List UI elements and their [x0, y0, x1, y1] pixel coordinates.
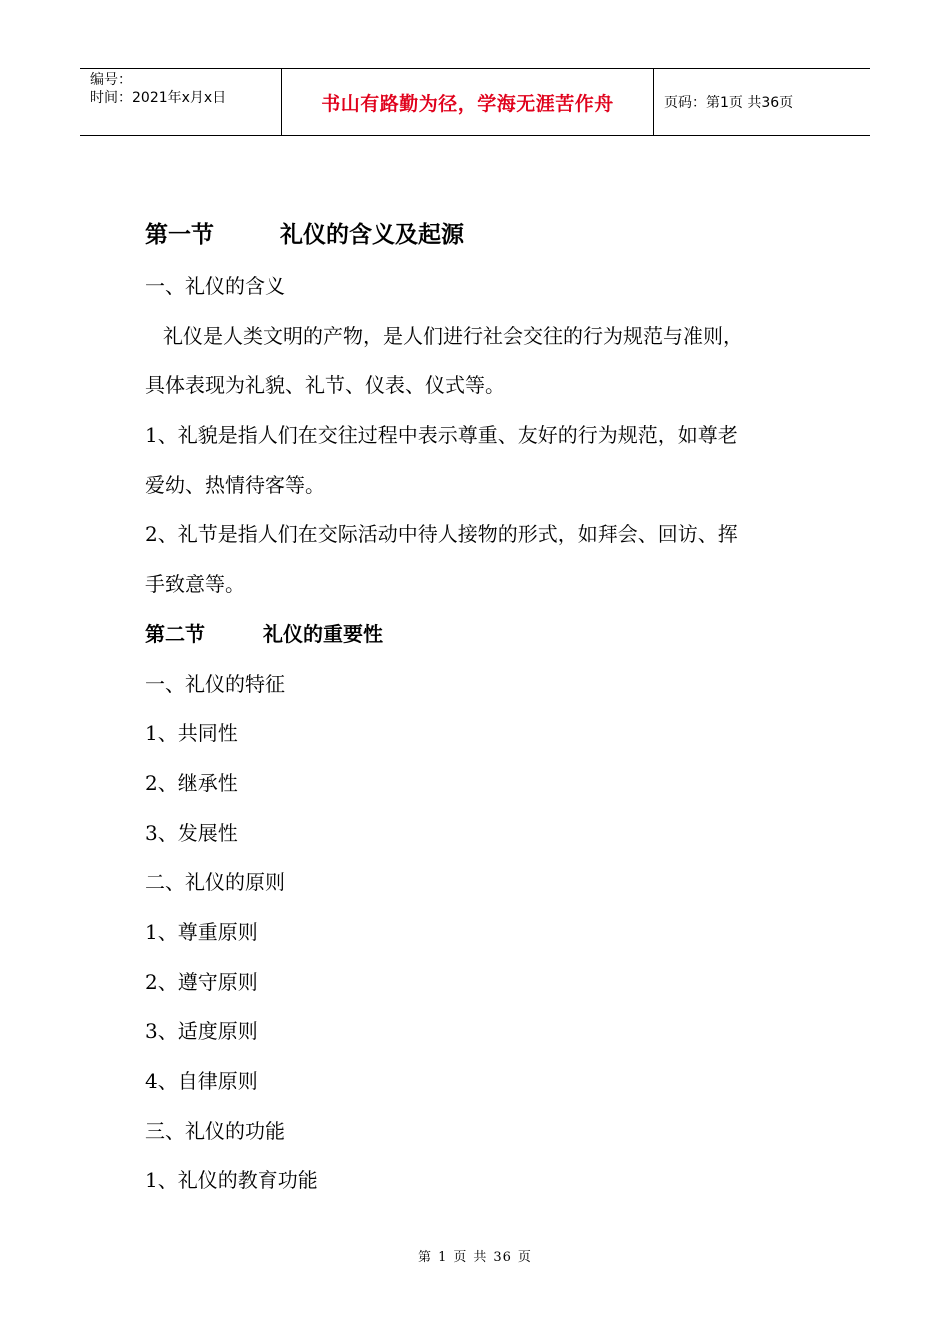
footer-first-word: 第 [418, 1250, 433, 1265]
footer-total-pages: 36 [493, 1250, 512, 1265]
subheading: 一、礼仪的含义 [145, 274, 285, 298]
footer-page-word: 页 [453, 1250, 468, 1265]
paragraph-line: 爱幼、热情待客等。 [145, 472, 325, 497]
subheading: 一、礼仪的特征 [145, 671, 285, 696]
list-item: 3、适度原则 [145, 1019, 258, 1044]
section-heading-2 [145, 610, 825, 660]
list-item: 2、遵守原则 [145, 969, 258, 994]
paragraph-line: 1、礼貌是指人们在交往过程中表示尊重、友好的行为规范，如尊老 [145, 423, 738, 448]
number-label: 编号： [90, 72, 132, 88]
paragraph-line: 2、礼节是指人们在交际活动中待人接物的形式，如拜会、回访、挥 [145, 522, 738, 547]
page-footer [0, 1246, 950, 1265]
list-item: 3、发展性 [145, 820, 238, 845]
section-title: 礼仪的含义及起源 [280, 221, 464, 248]
header-page-cell [654, 69, 870, 135]
section-heading-1 [145, 208, 825, 262]
section-title: 礼仪的重要性 [263, 621, 383, 646]
page-info: 页码：第1页 共36页 [664, 95, 794, 111]
footer-total-word: 共 [473, 1250, 488, 1265]
footer-page-number: 1 [438, 1250, 448, 1265]
section-label: 第二节 [145, 621, 205, 646]
list-item: 1、尊重原则 [145, 919, 258, 944]
footer-total-page-word: 页 [517, 1250, 532, 1265]
section-label: 第一节 [145, 221, 214, 248]
document-header [80, 68, 870, 136]
document-body [145, 208, 825, 1206]
paragraph-line: 手致意等。 [145, 572, 245, 597]
header-meta-cell [80, 69, 282, 135]
motto-text: 书山有路勤为径，学海无涯苦作舟 [321, 92, 614, 115]
list-item: 1、礼仪的教育功能 [145, 1168, 318, 1193]
paragraph-line: 具体表现为礼貌、礼节、仪表、仪式等。 [145, 373, 505, 398]
list-item: 4、自律原则 [145, 1069, 258, 1093]
header-motto-cell [282, 69, 654, 135]
paragraph-line: 礼仪是人类文明的产物，是人们进行社会交往的行为规范与准则， [163, 323, 743, 348]
subheading: 二、礼仪的原则 [145, 870, 285, 895]
list-item: 1、共同性 [145, 721, 238, 746]
list-item: 2、继承性 [145, 770, 238, 795]
time-label: 时间：2021年x月x日 [90, 90, 227, 106]
subheading: 三、礼仪的功能 [145, 1118, 285, 1143]
